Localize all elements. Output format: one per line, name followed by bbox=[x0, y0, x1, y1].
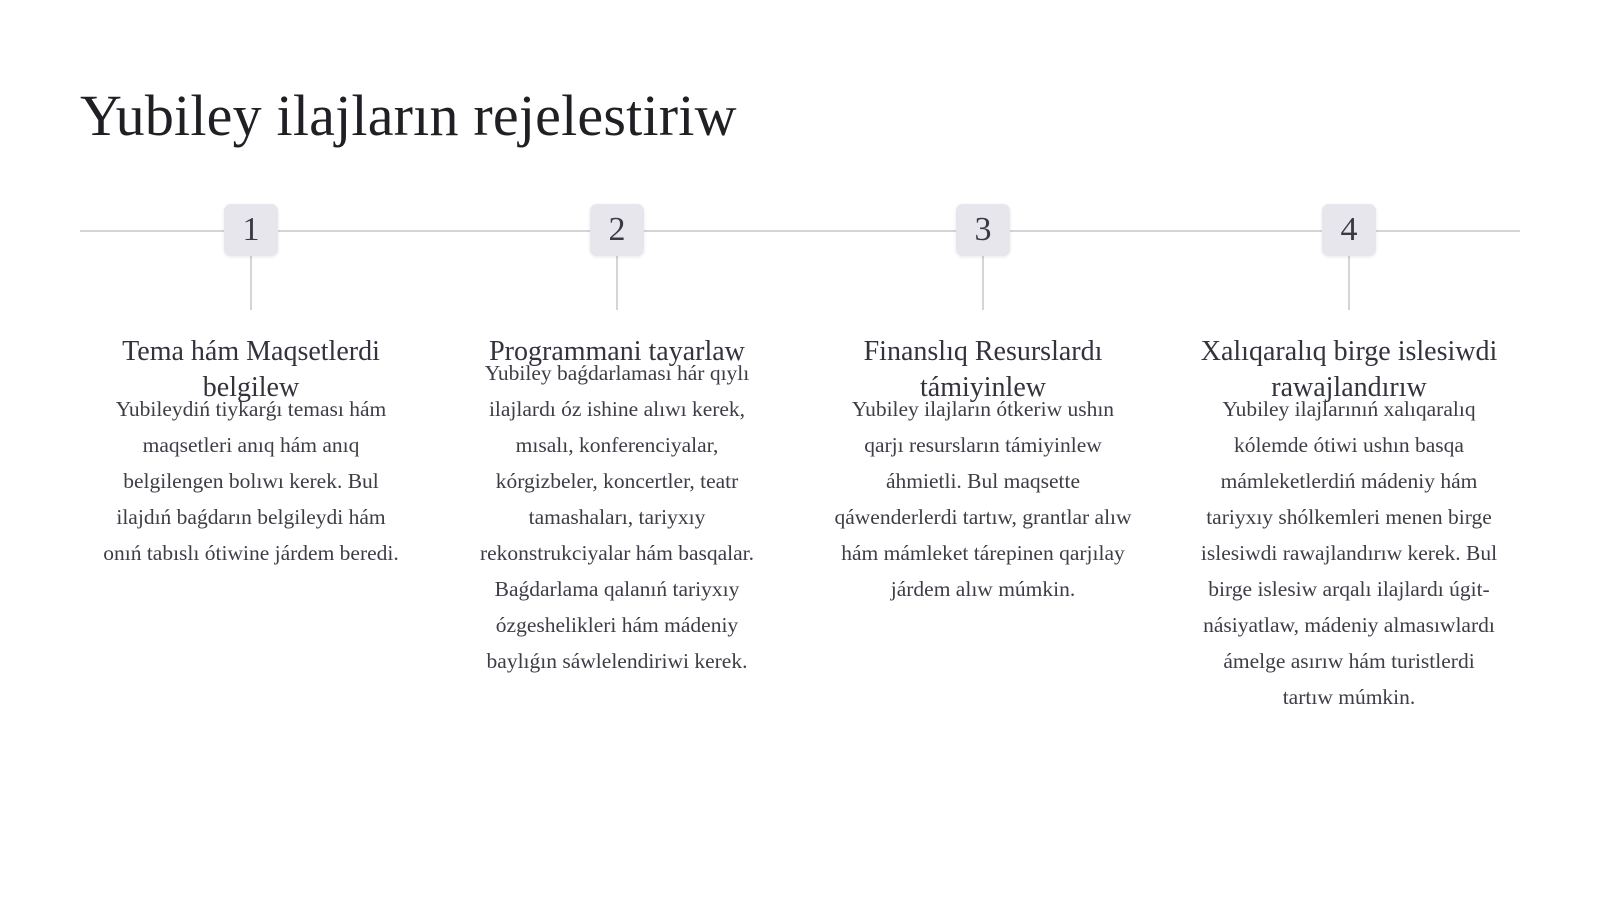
step-title: Finanslıq Resurslardı támiyinlew bbox=[863, 336, 1103, 403]
step-number-badge: 4 bbox=[1322, 204, 1376, 256]
step-description: Yubiley baǵdarlaması hár qıylı ilajlardı óz ishine alıwı kerek, mısalı, konferenciyalar, kórgizbeler, koncertler, teatr tamashaları, tariyxıy rekonstrukciyalar hám basqalar. Baǵdarlama qalanıń tariyxıy ózgeshelikleri hám mádeniy baylıǵın sáwlelendiriwi kerek. bbox=[479, 361, 755, 673]
slide-title: Yubiley ilajların rejelestiriw bbox=[80, 83, 737, 148]
step-title: Programmani tayarlaw bbox=[489, 336, 745, 367]
step-description: Yubiley ilajların ótkeriw ushın qarjı resursların támiyinlew áhmietli. Bul maqsette qáwenderlerdi tartıw, grantlar alıw hám mámleket tárepinen qarjılay járdem alıw múmkin. bbox=[834, 397, 1132, 601]
step-title: Tema hám Maqsetlerdi belgilew bbox=[122, 336, 380, 403]
timeline-step-3 bbox=[834, 0, 1132, 601]
step-number-badge: 1 bbox=[224, 204, 278, 256]
timeline-line bbox=[80, 230, 1520, 232]
step-title: Xalıqaralıq birge islesiwdi rawajlandırıw bbox=[1200, 336, 1498, 403]
step-connector bbox=[250, 256, 252, 310]
step-number-badge: 3 bbox=[956, 204, 1010, 256]
step-number-badge: 2 bbox=[590, 204, 644, 256]
step-connector bbox=[1348, 256, 1350, 310]
timeline-step-1 bbox=[103, 0, 399, 565]
step-connector bbox=[616, 256, 618, 310]
timeline-step-4 bbox=[1200, 0, 1498, 709]
step-description: Yubiley ilajlarınıń xalıqaralıq kólemde ótiwi ushın basqa mámleketlerdiń mádeniy hám tariyxıy shólkemleri menen birge islesiwdi rawajlandırıw kerek. Bul birge islesiw arqalı ilajlardı úgit-násiyatlaw, mádeniy almasıwlardı ámelge asırıw hám turistlerdi tartıw múmkin. bbox=[1200, 397, 1498, 709]
step-connector bbox=[982, 256, 984, 310]
step-description: Yubileydiń tiykarǵı teması hám maqsetleri anıq hám anıq belgilengen bolıwı kerek. Bul ilajdıń baǵdarın belgileydi hám onıń tabıslı ótiwine járdem beredi. bbox=[103, 397, 399, 565]
timeline-step-2 bbox=[479, 0, 755, 673]
